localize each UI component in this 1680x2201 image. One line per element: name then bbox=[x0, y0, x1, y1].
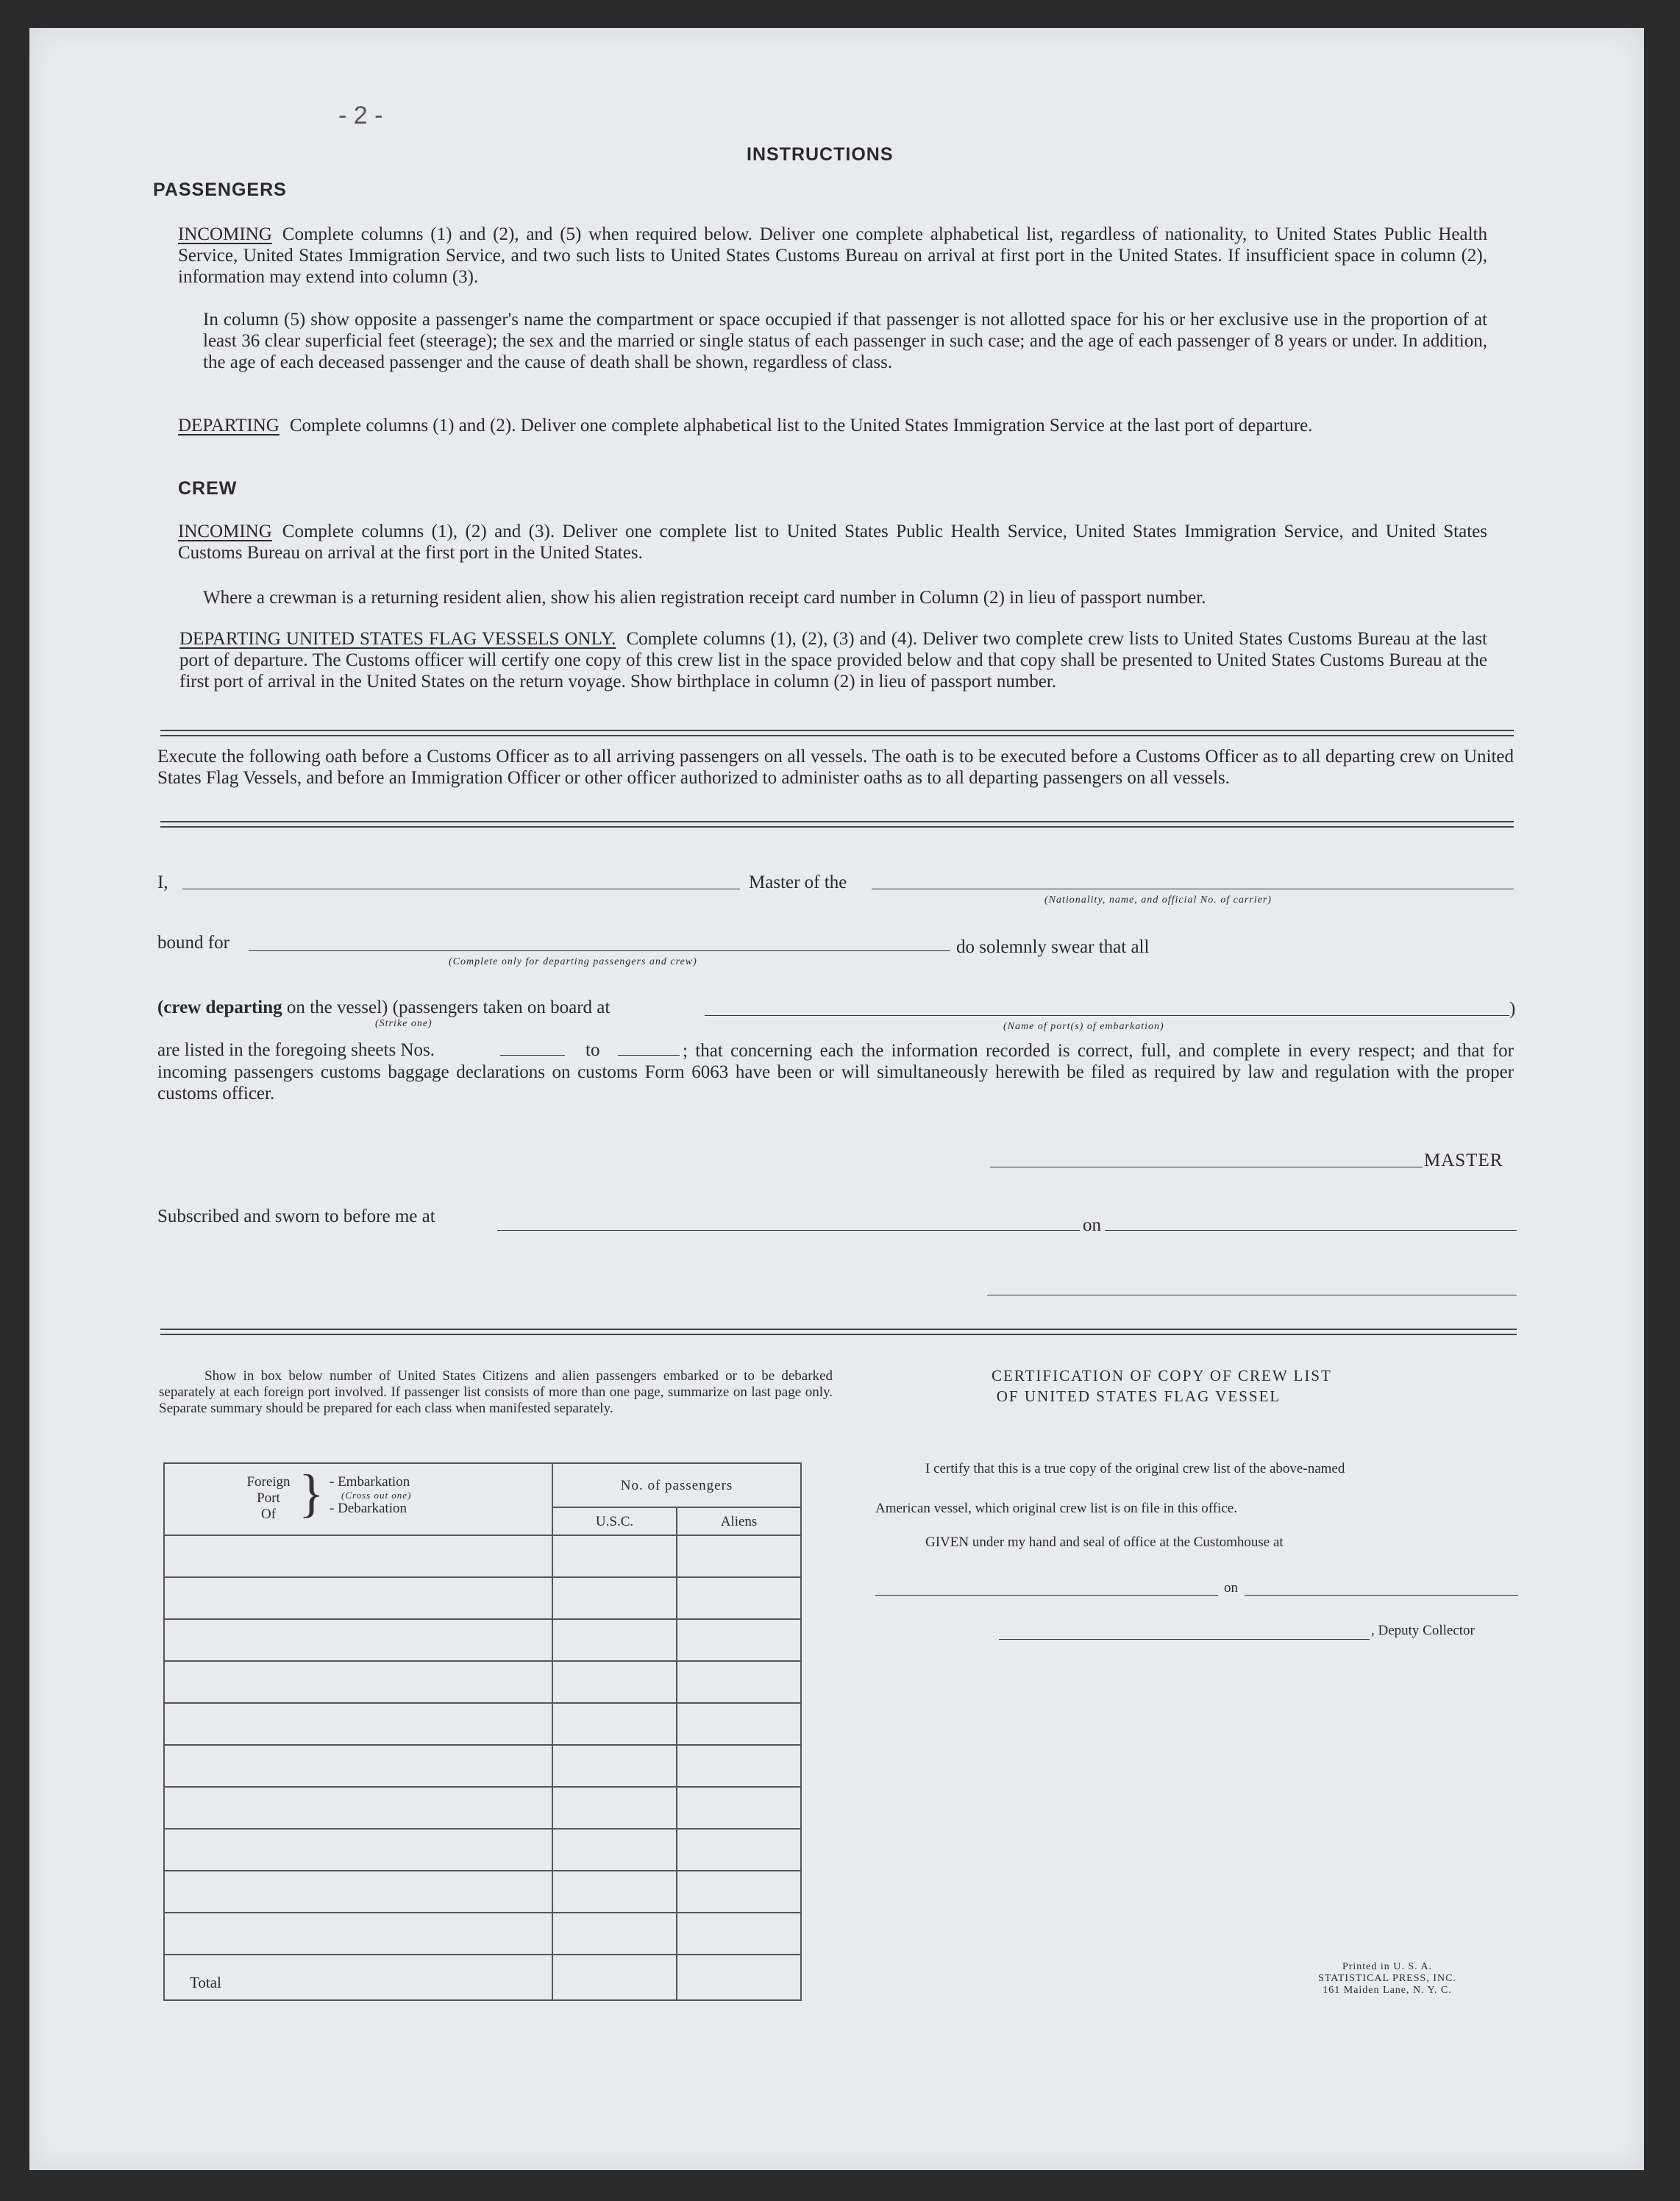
no-of-passengers-header: No. of passengers bbox=[552, 1463, 801, 1507]
to-label: to bbox=[585, 1040, 600, 1060]
divider bbox=[160, 1329, 1517, 1335]
table-row bbox=[164, 1661, 801, 1703]
aliens-cell[interactable] bbox=[677, 1745, 801, 1787]
certify-line-2: American vessel, which original crew list is on file in this office. bbox=[875, 1501, 1237, 1516]
passengers-incoming-paragraph bbox=[178, 224, 1487, 288]
passenger-summary-table bbox=[163, 1462, 802, 2001]
usc-header: U.S.C. bbox=[552, 1507, 677, 1535]
form-page bbox=[29, 28, 1644, 2170]
aliens-cell[interactable] bbox=[677, 1619, 801, 1661]
crew-alien-paragraph: Where a crewman is a returning resident alien, show his alien registration receipt card number in Column (2) in lieu of passport number. bbox=[203, 588, 1206, 608]
port-cell[interactable] bbox=[164, 1829, 552, 1871]
port-cell[interactable] bbox=[164, 1661, 552, 1703]
port-hint: (Name of port(s) of embarkation) bbox=[1003, 1021, 1164, 1032]
departing-label: DEPARTING bbox=[178, 416, 280, 435]
instructions-title: INSTRUCTIONS bbox=[747, 144, 894, 165]
divider bbox=[160, 821, 1514, 828]
crew-departing-text: (crew departing bbox=[157, 998, 282, 1017]
cert-on-label: on bbox=[1224, 1580, 1238, 1596]
port-cell[interactable] bbox=[164, 1703, 552, 1745]
departing-text: Complete columns (1) and (2). Deliver one complete alphabetical list to the United States Immigration Service at the last port of departure. bbox=[289, 416, 1313, 435]
port-cell[interactable] bbox=[164, 1913, 552, 1955]
master-label: MASTER bbox=[1424, 1151, 1503, 1170]
passengers-taken-text: (passengers taken on board at bbox=[392, 998, 611, 1017]
embark-debark-options[interactable]: - Embarkation (Cross out one) - Debarkation bbox=[330, 1474, 412, 1516]
port-cell[interactable] bbox=[164, 1745, 552, 1787]
aliens-cell[interactable] bbox=[677, 1955, 801, 2000]
close-paren: ) bbox=[1509, 999, 1516, 1019]
total-label: Total bbox=[164, 1955, 552, 2000]
aliens-header: Aliens bbox=[677, 1507, 801, 1535]
deputy-signature-field[interactable] bbox=[999, 1639, 1370, 1640]
usc-cell[interactable] bbox=[552, 1703, 677, 1745]
aliens-cell[interactable] bbox=[677, 1787, 801, 1829]
page-number-mark: - 2 - bbox=[338, 102, 383, 129]
crew-incoming-paragraph bbox=[178, 521, 1487, 563]
aliens-cell[interactable] bbox=[677, 1577, 801, 1619]
crew-departing-option[interactable] bbox=[157, 998, 610, 1018]
strike-one-hint: (Strike one) bbox=[375, 1018, 433, 1029]
crew-incoming-label: INCOMING bbox=[178, 522, 272, 541]
carrier-hint: (Nationality, name, and official No. of carrier) bbox=[1044, 895, 1272, 906]
table-row bbox=[164, 1871, 801, 1913]
bound-hint: (Complete only for departing passengers and crew) bbox=[449, 956, 697, 967]
divider bbox=[160, 730, 1514, 736]
table-row bbox=[164, 1829, 801, 1871]
table-row bbox=[164, 1787, 801, 1829]
table-row bbox=[164, 1577, 801, 1619]
foreign-port-of-label: Foreign Port Of bbox=[246, 1474, 291, 1522]
crew-departing-text: Complete columns (1), (2), (3) and (4). Deliver two complete crew lists to United States Customs Bureau at the last port of departure. The Customs officer will certify one copy of this crew list in the space provided below and that copy shall be presented to United States Customs Bureau at the first port of arrival in the United States on the return voyage. Show birthplace in column (2) in lieu of passport number. bbox=[179, 629, 1487, 691]
crew-departing-label: DEPARTING UNITED STATES FLAG VESSELS ONLY. bbox=[179, 629, 616, 649]
table-row bbox=[164, 1619, 801, 1661]
table-row bbox=[164, 1703, 801, 1745]
cert-date-field[interactable] bbox=[1245, 1595, 1518, 1596]
i-label: I, bbox=[157, 872, 168, 892]
incoming-text: Complete columns (1) and (2), and (5) when required below. Deliver one complete alphabetical list, regardless of nationality, to United States Public Health Service, United States Immigration Service, and two such lists to United States Customs Bureau on arrival at first port in the United States. If insufficient space in column (2), information may extend into column (3). bbox=[178, 224, 1487, 287]
aliens-cell[interactable] bbox=[677, 1913, 801, 1955]
crew-departing-paragraph bbox=[179, 628, 1487, 692]
aliens-cell[interactable] bbox=[677, 1829, 801, 1871]
passengers-departing-paragraph bbox=[178, 415, 1487, 436]
summary-intro: Show in box below number of United States Citizens and alien passengers embarked or to be debarked separately at each foreign port involved. If passenger list consists of more than one page, summarize on last page only. Separate summary should be prepared for each class when manifested separately. bbox=[159, 1368, 833, 1416]
oath-body: ; that concerning each the information recorded is correct, full, and complete in every respect; and that for incoming passengers customs baggage declarations on customs Form 6063 have been or will simultaneously herewith be filed as required by law and regulation with the proper customs officer. bbox=[157, 1041, 1514, 1103]
usc-cell[interactable] bbox=[552, 1577, 677, 1619]
sworn-date-field[interactable] bbox=[1105, 1230, 1517, 1231]
usc-cell[interactable] bbox=[552, 1871, 677, 1913]
incoming-label: INCOMING bbox=[178, 224, 272, 244]
port-cell[interactable] bbox=[164, 1535, 552, 1577]
aliens-cell[interactable] bbox=[677, 1871, 801, 1913]
usc-cell[interactable] bbox=[552, 1535, 677, 1577]
master-of-label: Master of the bbox=[749, 872, 847, 892]
usc-cell[interactable] bbox=[552, 1913, 677, 1955]
certify-line-1: I certify that this is a true copy of the original crew list of the above-named bbox=[925, 1461, 1345, 1476]
brace-icon: } bbox=[299, 1464, 324, 1523]
usc-cell[interactable] bbox=[552, 1745, 677, 1787]
aliens-cell[interactable] bbox=[677, 1661, 801, 1703]
aliens-cell[interactable] bbox=[677, 1535, 801, 1577]
foreign-port-header bbox=[164, 1463, 552, 1535]
subscribed-label: Subscribed and sworn to before me at bbox=[157, 1206, 435, 1226]
certification-title-2: OF UNITED STATES FLAG VESSEL bbox=[996, 1387, 1281, 1405]
deputy-collector-label: , Deputy Collector bbox=[1371, 1623, 1475, 1638]
given-line: GIVEN under my hand and seal of office at the Customhouse at bbox=[925, 1535, 1284, 1550]
usc-cell[interactable] bbox=[552, 1661, 677, 1703]
passengers-heading: PASSENGERS bbox=[153, 179, 287, 200]
bound-for-field[interactable] bbox=[249, 950, 950, 951]
crew-heading: CREW bbox=[178, 478, 238, 499]
table-row bbox=[164, 1535, 801, 1577]
certification-title-1: CERTIFICATION OF COPY OF CREW LIST bbox=[992, 1367, 1332, 1384]
table-row bbox=[164, 1745, 801, 1787]
port-cell[interactable] bbox=[164, 1871, 552, 1913]
swear-label: do solemnly swear that all bbox=[956, 937, 1150, 957]
usc-cell[interactable] bbox=[552, 1829, 677, 1871]
port-cell[interactable] bbox=[164, 1787, 552, 1829]
printer-imprint: Printed in U. S. A. STATISTICAL PRESS, INC. 161 Maiden Lane, N. Y. C. bbox=[1318, 1961, 1456, 1996]
sheets-nos-label: are listed in the foregoing sheets Nos. bbox=[157, 1040, 435, 1060]
bound-for-label: bound for bbox=[157, 933, 229, 953]
usc-cell[interactable] bbox=[552, 1787, 677, 1829]
on-vessel-text: on the vessel) bbox=[286, 998, 388, 1017]
customhouse-field[interactable] bbox=[875, 1595, 1218, 1596]
sworn-place-field[interactable] bbox=[497, 1230, 1080, 1231]
table-row bbox=[164, 1913, 801, 1955]
crew-incoming-text: Complete columns (1), (2) and (3). Deliver one complete list to United States Public Health Service, United States Immigration Service, and United States Customs Bureau on arrival at the first port in the United States. bbox=[178, 522, 1487, 563]
oath-intro: Execute the following oath before a Customs Officer as to all arriving passengers on all vessels. The oath is to be executed before a Customs Officer as to all departing crew on United States Flag Vessels, and before an Immigration Officer or other officer authorized to administer oaths as to all departing passengers on all vessels. bbox=[157, 747, 1514, 788]
sworn-on-label: on bbox=[1083, 1215, 1101, 1235]
port-cell[interactable] bbox=[164, 1577, 552, 1619]
column5-paragraph: In column (5) show opposite a passenger's name the compartment or space occupied if that passenger is not allotted space for his or her exclusive use in the proportion of at least 36 clear superficial feet (steerage); the sex and the married or single status of each passenger in such case; and the age of each passenger of 8 years or under. In addition, the age of each deceased passenger and the cause of death shall be shown, regardless of class. bbox=[203, 310, 1487, 372]
embarkation-port-field[interactable] bbox=[705, 1015, 1509, 1016]
usc-cell[interactable] bbox=[552, 1619, 677, 1661]
usc-cell[interactable] bbox=[552, 1955, 677, 2000]
aliens-cell[interactable] bbox=[677, 1703, 801, 1745]
port-cell[interactable] bbox=[164, 1619, 552, 1661]
table-row bbox=[164, 1955, 801, 2000]
